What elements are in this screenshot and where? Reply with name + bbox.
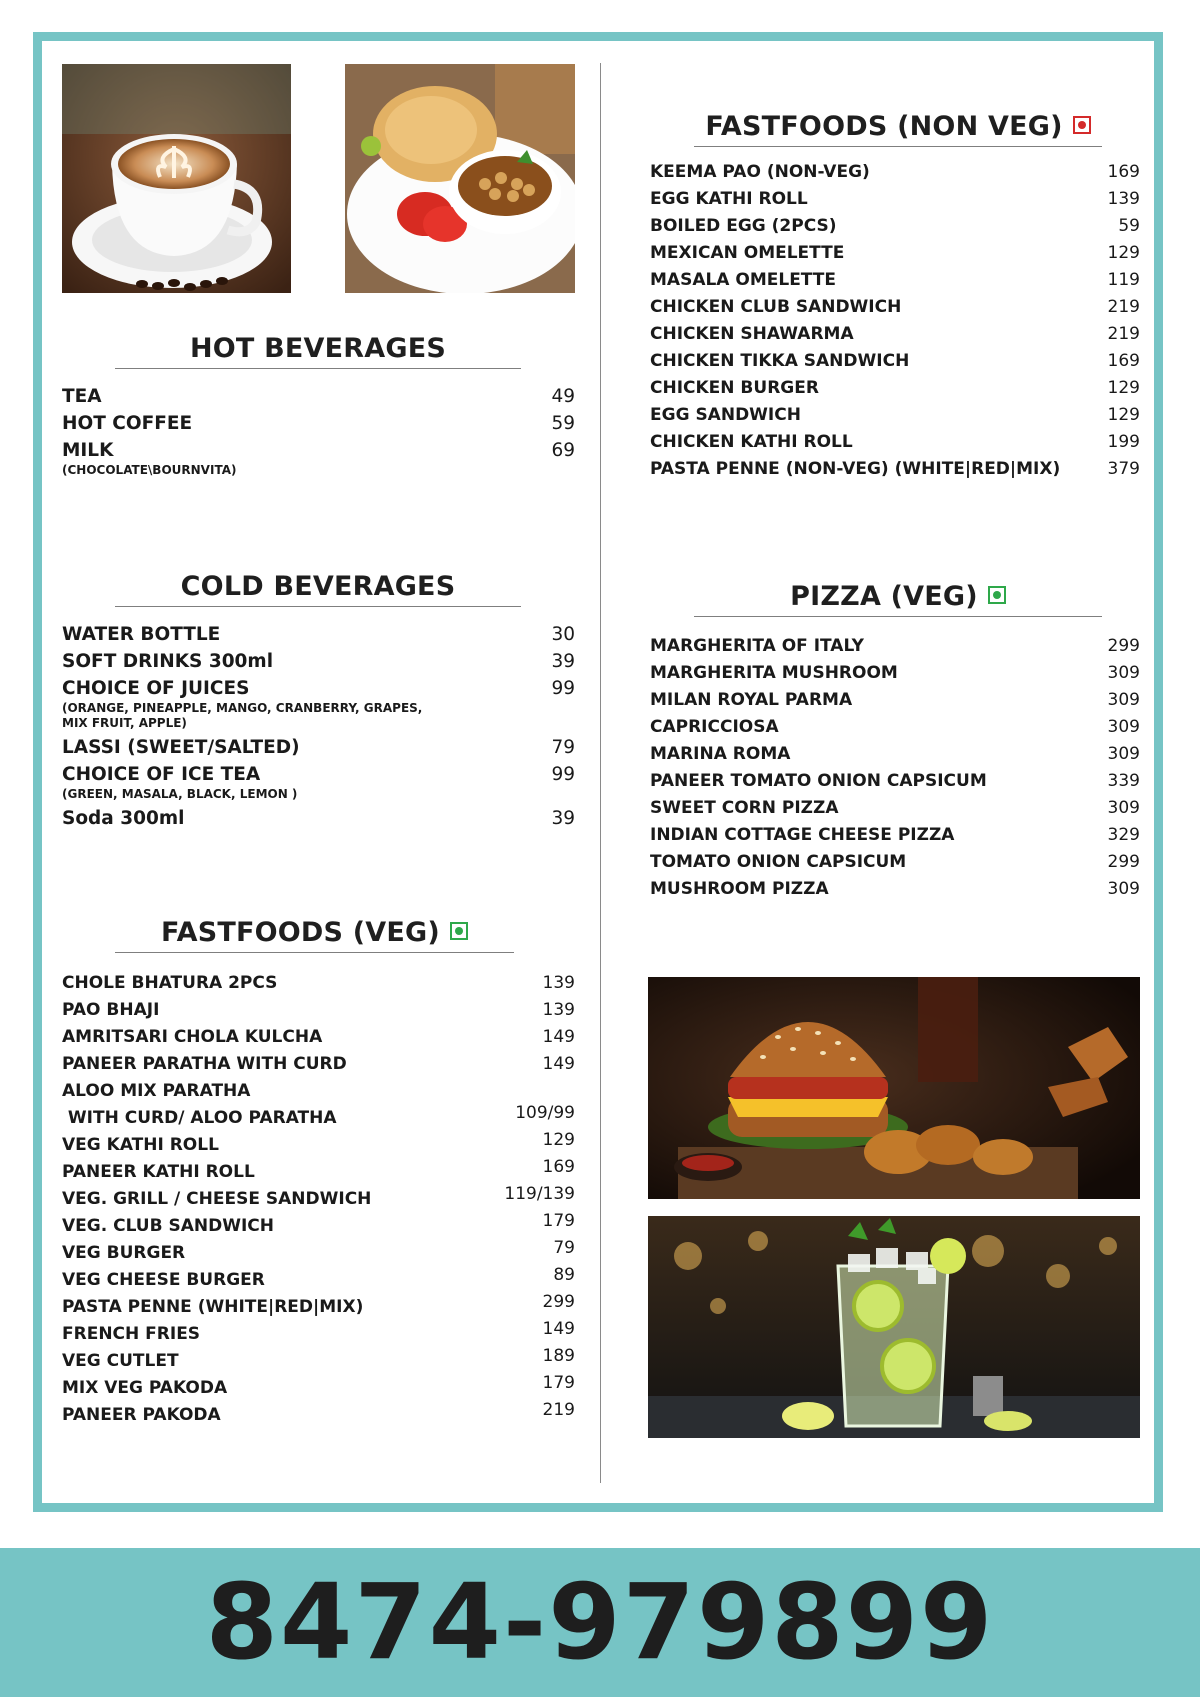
menu-item-note: MIX FRUIT, APPLE) xyxy=(62,716,187,730)
menu-item: EGG SANDWICH 129 xyxy=(650,405,1140,425)
hot-beverages-title: HOT BEVERAGES xyxy=(115,332,521,369)
menu-item: SWEET CORN PIZZA 309 xyxy=(650,798,1140,818)
menu-item: HOT COFFEE 59 xyxy=(62,413,575,434)
menu-item: MIX VEG PAKODA 179 xyxy=(62,1373,575,1398)
menu-item-note: (CHOCOLATE\BOURNVITA) xyxy=(62,463,237,477)
menu-item: WATER BOTTLE 30 xyxy=(62,624,575,645)
menu-item: PANEER KATHI ROLL 169 xyxy=(62,1157,575,1182)
coffee-photo xyxy=(62,64,291,293)
menu-item: TOMATO ONION CAPSICUM 299 xyxy=(650,852,1140,872)
menu-item: PANEER PARATHA WITH CURD 149 xyxy=(62,1054,575,1074)
menu-item: PANEER TOMATO ONION CAPSICUM 339 xyxy=(650,771,1140,791)
menu-item: LASSI (SWEET/SALTED) 79 xyxy=(62,737,575,758)
burger-photo xyxy=(648,977,1140,1199)
menu-item: WITH CURD/ ALOO PARATHA 109/99 xyxy=(62,1103,575,1128)
menu-item: BOILED EGG (2PCS) 59 xyxy=(650,216,1140,236)
menu-item: PAO BHAJI 139 xyxy=(62,1000,575,1020)
menu-item: MARINA ROMA 309 xyxy=(650,744,1140,764)
menu-item: KEEMA PAO (NON-VEG) 169 xyxy=(650,162,1140,182)
pizza-veg-list xyxy=(650,633,1140,903)
chole-bhature-photo xyxy=(345,64,575,293)
menu-item: MARGHERITA OF ITALY 299 xyxy=(650,636,1140,656)
cold-beverages-list xyxy=(62,621,575,832)
menu-item: MUSHROOM PIZZA 309 xyxy=(650,879,1140,899)
menu-item-note: (ORANGE, PINEAPPLE, MANGO, CRANBERRY, GRAPES, xyxy=(62,701,423,715)
menu-item: CHOLE BHATURA 2PCS 139 xyxy=(62,973,575,993)
menu-item: CHICKEN SHAWARMA 219 xyxy=(650,324,1140,344)
column-divider xyxy=(600,63,601,1483)
menu-item: PANEER PAKODA 219 xyxy=(62,1400,575,1425)
menu-item: CHICKEN KATHI ROLL 199 xyxy=(650,432,1140,452)
menu-item: MASALA OMELETTE 119 xyxy=(650,270,1140,290)
menu-item: CHOICE OF ICE TEA 99 xyxy=(62,764,575,785)
hot-beverages-list xyxy=(62,383,575,481)
menu-item: MILAN ROYAL PARMA 309 xyxy=(650,690,1140,710)
menu-item-note: (GREEN, MASALA, BLACK, LEMON ) xyxy=(62,787,298,801)
menu-item: FRENCH FRIES 149 xyxy=(62,1319,575,1344)
fastfoods-nonveg-list xyxy=(650,159,1140,483)
menu-item: CHICKEN TIKKA SANDWICH 169 xyxy=(650,351,1140,371)
menu-item: INDIAN COTTAGE CHEESE PIZZA 329 xyxy=(650,825,1140,845)
menu-item: CAPRICCIOSA 309 xyxy=(650,717,1140,737)
phone-number[interactable]: 8474-979899 xyxy=(205,1561,995,1683)
menu-item: AMRITSARI CHOLA KULCHA 149 xyxy=(62,1027,575,1047)
menu-item: VEG CHEESE BURGER 89 xyxy=(62,1265,575,1290)
fastfoods-veg-list xyxy=(62,970,575,1429)
menu-item: TEA 49 xyxy=(62,386,575,407)
menu-item: ALOO MIX PARATHA xyxy=(62,1081,251,1101)
nonveg-indicator-icon xyxy=(1073,116,1091,134)
cold-beverages-title: COLD BEVERAGES xyxy=(115,570,521,607)
menu-item: VEG KATHI ROLL 129 xyxy=(62,1130,575,1155)
menu-item: MEXICAN OMELETTE 129 xyxy=(650,243,1140,263)
menu-item: VEG. GRILL / CHEESE SANDWICH 119/139 xyxy=(62,1184,575,1209)
menu-item: PASTA PENNE (WHITE|RED|MIX) 299 xyxy=(62,1292,575,1317)
footer-bar xyxy=(0,1548,1200,1697)
menu-item: VEG CUTLET 189 xyxy=(62,1346,575,1371)
veg-indicator-icon xyxy=(450,922,468,940)
menu-item: CHICKEN BURGER 129 xyxy=(650,378,1140,398)
pizza-veg-title: PIZZA (VEG) xyxy=(694,580,1102,617)
menu-item: EGG KATHI ROLL 139 xyxy=(650,189,1140,209)
menu-item: CHICKEN CLUB SANDWICH 219 xyxy=(650,297,1140,317)
menu-item: SOFT DRINKS 300ml 39 xyxy=(62,651,575,672)
menu-item: MILK 69 xyxy=(62,440,575,461)
mojito-photo xyxy=(648,1216,1140,1438)
menu-item: Soda 300ml 39 xyxy=(62,808,575,829)
veg-indicator-icon xyxy=(988,586,1006,604)
menu-item: MARGHERITA MUSHROOM 309 xyxy=(650,663,1140,683)
menu-item: CHOICE OF JUICES 99 xyxy=(62,678,575,699)
fastfoods-veg-title: FASTFOODS (VEG) xyxy=(115,916,514,953)
menu-item: PASTA PENNE (NON-VEG) (WHITE|RED|MIX) 379 xyxy=(650,459,1140,479)
fastfoods-nonveg-title: FASTFOODS (NON VEG) xyxy=(694,110,1102,147)
menu-item: VEG. CLUB SANDWICH 179 xyxy=(62,1211,575,1236)
menu-item: VEG BURGER 79 xyxy=(62,1238,575,1263)
